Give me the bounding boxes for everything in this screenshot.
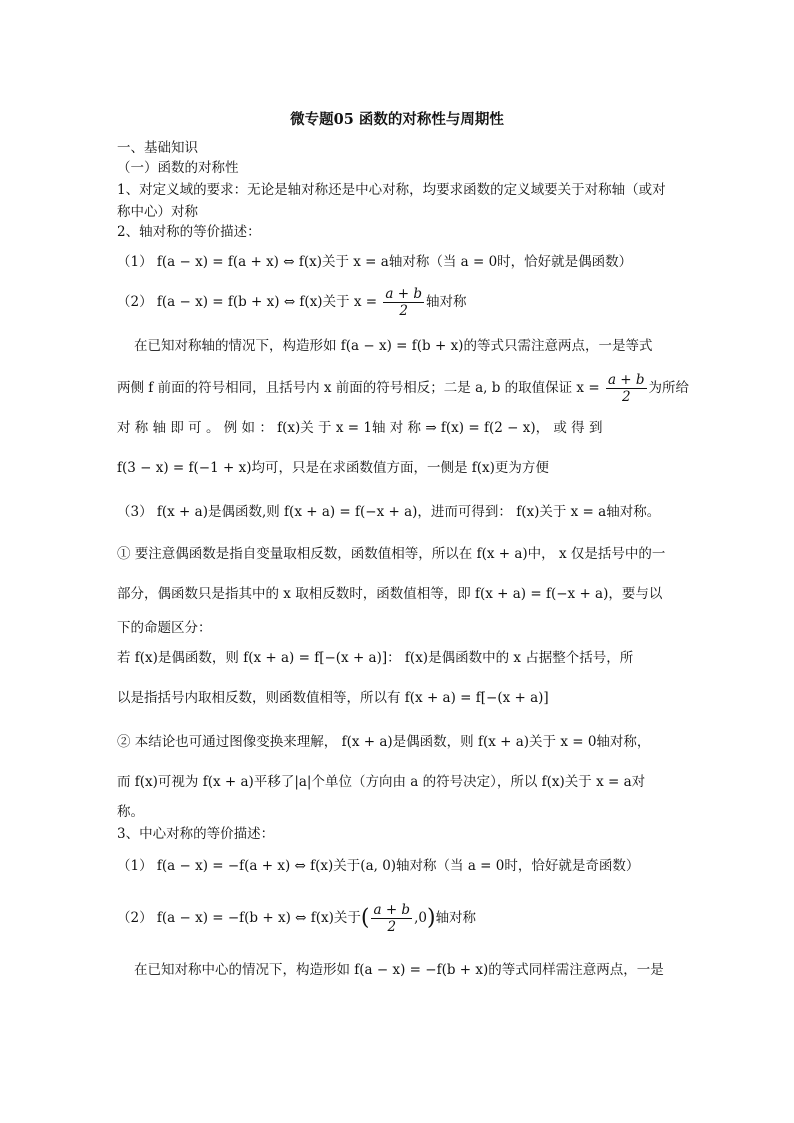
paren-open: (	[360, 905, 370, 931]
paragraph-line: 下的命题区分：	[117, 620, 212, 636]
paragraph-line: 1、对定义域的要求：无论是轴对称还是中心对称，均要求函数的定义域要关于对称轴（或对	[117, 182, 666, 198]
paragraph-line: ② 本结论也可通过图像变换来理解， f(x + a)是偶函数，则 f(x + a)关于 x = 0轴对称，	[117, 734, 651, 750]
paragraph-line: 以是指括号内取相反数，则函数值相等，所以有 f(x + a) = f[−(x + a)]	[117, 690, 549, 706]
paragraph-line: 若 f(x)是偶函数，则 f(x + a) = f[−(x + a)]： f(x)是偶函数中的 x 占据整个括号，所	[117, 650, 634, 666]
formula-text: （2） f(a − x) = −f(b + x) ⇔ f(x)关于	[117, 910, 361, 926]
formula-line: （1） f(a − x) = f(a + x) ⇔ f(x)关于 x = a轴对称（当 a = 0时，恰好就是偶函数）	[117, 254, 633, 270]
paragraph-line: ① 要注意偶函数是指自变量取相反数，函数值相等，所以在 f(x + a)中， x 仅是括号中的一	[117, 546, 666, 562]
paragraph-line: 2、轴对称的等价描述：	[117, 224, 261, 240]
paren-close: )	[426, 905, 436, 931]
paragraph-line: 部分，偶函数只是指其中的 x 取相反数时，函数值相等，即 f(x + a) = f(−x + a)，要与以	[117, 586, 663, 602]
paragraph-line: 在已知对称轴的情况下，构造形如 f(a − x) = f(b + x)的等式只需注意两点，一是等式	[134, 338, 653, 354]
fraction	[383, 286, 424, 319]
formula-text: （2） f(a − x) = f(b + x) ⇔ f(x)关于 x =	[117, 294, 382, 310]
fraction-numerator: a + b	[373, 902, 411, 918]
paragraph-line: （3） f(x + a)是偶函数,则 f(x + a) = f(−x + a)，进而可得到： f(x)关于 x = a轴对称。	[117, 504, 661, 520]
paragraph-line: 而 f(x)可视为 f(x + a)平移了|a|个单位（方向由 a 的符号决定），所以 f(x)关于 x = a对	[117, 774, 646, 790]
paragraph-text: 为所给	[648, 380, 690, 396]
formula-line	[117, 286, 466, 319]
formula-line	[117, 902, 476, 935]
paragraph-line: 对 称 轴 即 可 。 例 如 ： f(x)关 于 x = 1轴 对 称 ⇒ f(x) = f(2 − x)， 或 得 到	[117, 420, 603, 436]
formula-text: ,0	[414, 910, 427, 926]
section-heading: 一、基础知识	[117, 140, 198, 156]
formula-text: 轴对称	[435, 910, 477, 926]
page-title: 微专题05 函数的对称性与周期性	[290, 111, 504, 128]
fraction	[606, 372, 647, 405]
fraction-denominator: 2	[399, 303, 408, 319]
paragraph-line: 3、中心对称的等价描述：	[117, 826, 275, 842]
paragraph-text: 两侧 f 前面的符号相同，且括号内 x 前面的符号相反；二是 a, b 的取值保证 x =	[117, 380, 604, 396]
paragraph-line	[117, 372, 689, 405]
formula-text: 轴对称	[425, 294, 467, 310]
paragraph-line: 称中心）对称	[117, 204, 198, 220]
paragraph-line: 称。	[117, 804, 144, 820]
paragraph-line: 在已知对称中心的情况下，构造形如 f(a − x) = −f(b + x)的等式同样需注意两点，一是	[134, 962, 664, 978]
paragraph-line: f(3 − x) = f(−1 + x)均可，只是在求函数值方面，一侧是 f(x)更为方便	[117, 460, 549, 476]
fraction-numerator: a + b	[385, 286, 422, 302]
subsection-heading: （一）函数的对称性	[117, 160, 239, 176]
fraction-numerator: a + b	[607, 372, 645, 388]
fraction-denominator: 2	[387, 919, 397, 935]
fraction	[371, 902, 412, 935]
fraction-denominator: 2	[621, 389, 631, 405]
formula-line: （1） f(a − x) = −f(a + x) ⇔ f(x)关于(a, 0)轴对称（当 a = 0时，恰好就是奇函数）	[117, 858, 640, 874]
